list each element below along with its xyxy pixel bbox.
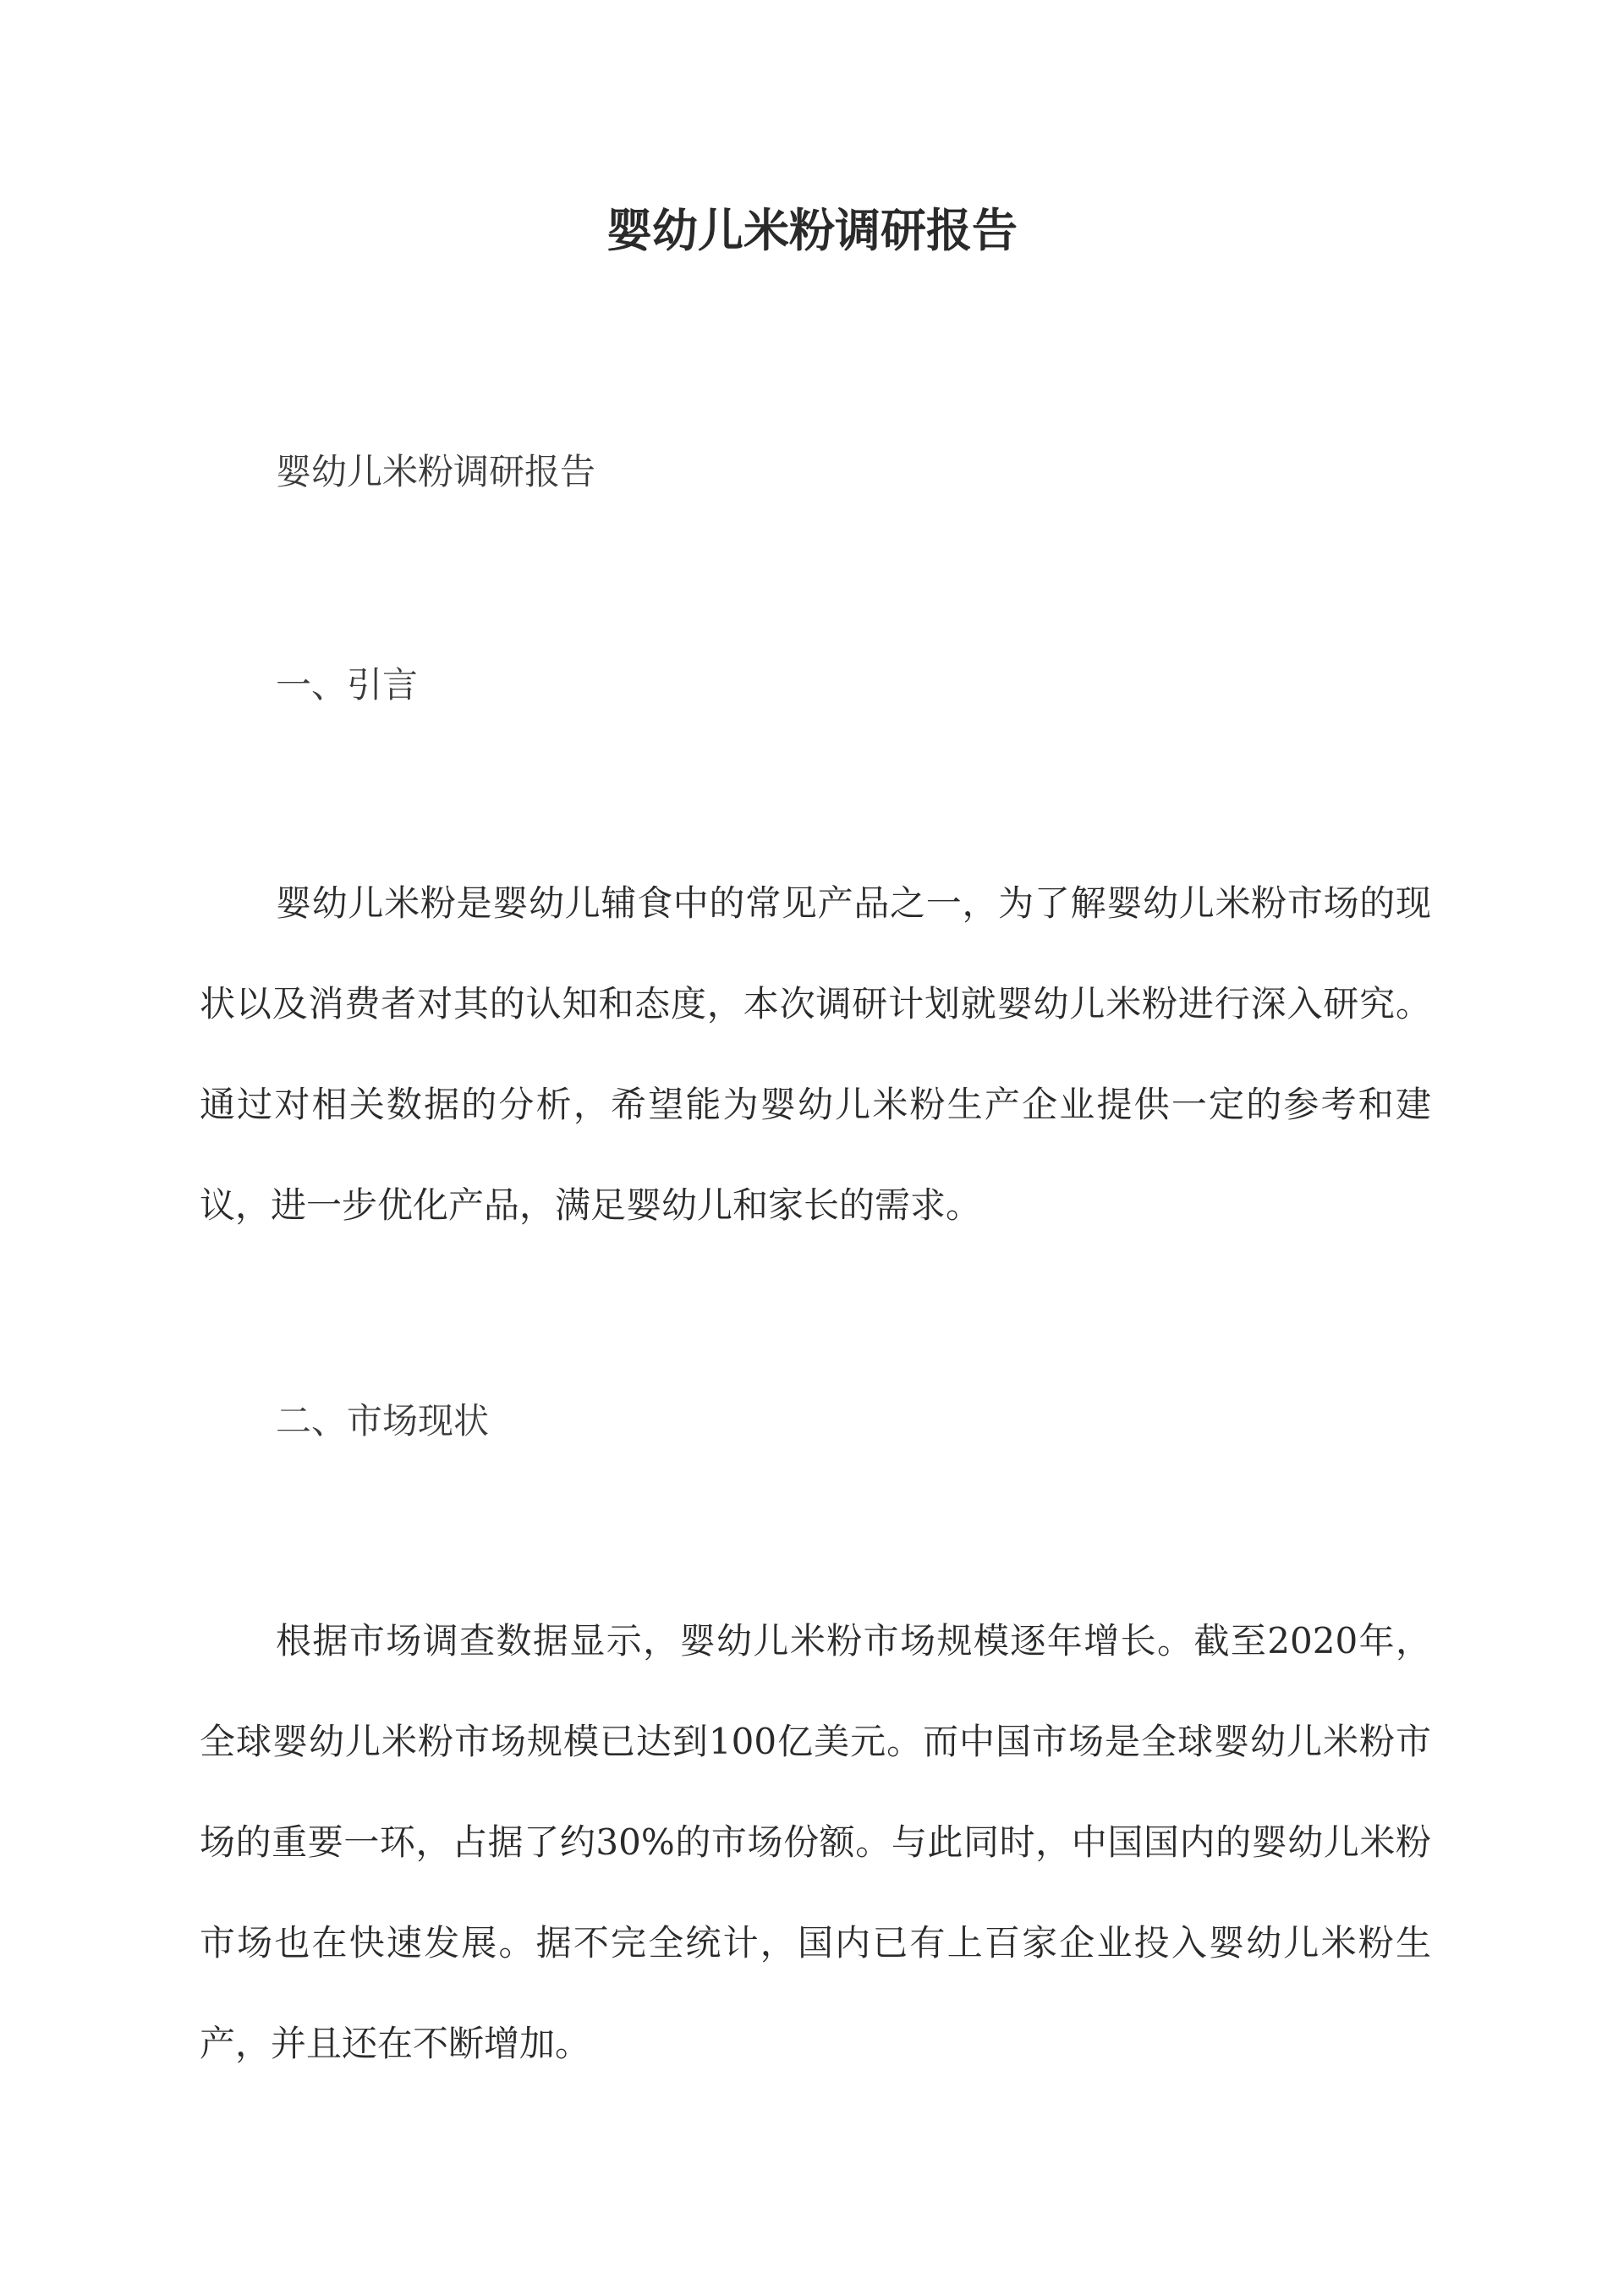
section-heading-market-status: 二、市场现状 bbox=[276, 1400, 490, 1442]
section-paragraph-introduction: 婴幼儿米粉是婴幼儿辅食中的常见产品之一，为了解婴幼儿米粉市场的现状以及消费者对其的认知和态度，本次调研计划就婴幼儿米粉进行深入研究。通过对相关数据的分析，希望能为婴幼儿米粉生产企业提供一定的参考和建议，进一步优化产品，满足婴幼儿和家长的需求。 bbox=[200, 882, 1431, 1226]
document-subtitle: 婴幼儿米粉调研报告 bbox=[276, 451, 596, 492]
section-paragraph-market-status: 根据市场调查数据显示，婴幼儿米粉市场规模逐年增长。截至2020年，全球婴幼儿米粉市场规模已达到100亿美元。而中国市场是全球婴幼儿米粉市场的重要一环，占据了约30%的市场份额。与此同时，中国国内的婴幼儿米粉市场也在快速发展。据不完全统计，国内已有上百家企业投入婴幼儿米粉生产，并且还在不断增加。 bbox=[200, 1620, 1431, 2064]
section-heading-introduction: 一、引言 bbox=[276, 664, 419, 706]
document-title: 婴幼儿米粉调研报告 bbox=[606, 203, 1018, 257]
